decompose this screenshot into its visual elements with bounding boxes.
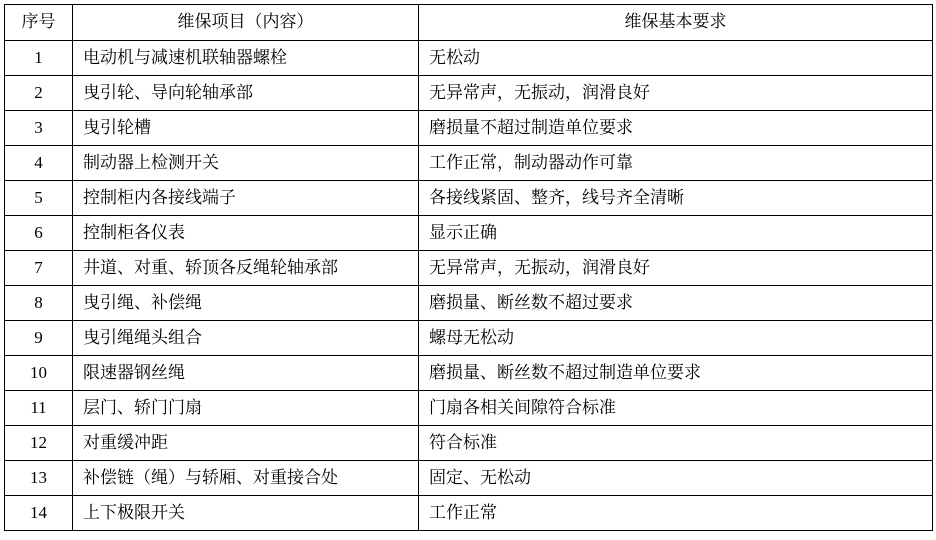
table-row bbox=[5, 111, 933, 146]
row-no: 1 bbox=[5, 41, 73, 76]
row-requirement: 工作正常 bbox=[419, 496, 933, 531]
table-row bbox=[5, 391, 933, 426]
row-requirement: 符合标准 bbox=[419, 426, 933, 461]
row-requirement: 各接线紧固、整齐，线号齐全清晰 bbox=[419, 181, 933, 216]
row-item: 曳引绳、补偿绳 bbox=[73, 286, 419, 321]
row-item: 制动器上检测开关 bbox=[73, 146, 419, 181]
row-no: 4 bbox=[5, 146, 73, 181]
row-no: 8 bbox=[5, 286, 73, 321]
header-no: 序号 bbox=[5, 5, 73, 41]
row-requirement: 固定、无松动 bbox=[419, 461, 933, 496]
header-row bbox=[5, 5, 933, 41]
header-requirement: 维保基本要求 bbox=[419, 5, 933, 41]
table-row bbox=[5, 41, 933, 76]
row-no: 3 bbox=[5, 111, 73, 146]
row-no: 11 bbox=[5, 391, 73, 426]
row-item: 井道、对重、轿顶各反绳轮轴承部 bbox=[73, 251, 419, 286]
row-requirement: 螺母无松动 bbox=[419, 321, 933, 356]
row-no: 7 bbox=[5, 251, 73, 286]
row-no: 9 bbox=[5, 321, 73, 356]
table-header bbox=[5, 5, 933, 41]
row-item: 曳引绳绳头组合 bbox=[73, 321, 419, 356]
row-no: 13 bbox=[5, 461, 73, 496]
row-item: 限速器钢丝绳 bbox=[73, 356, 419, 391]
row-requirement: 磨损量、断丝数不超过要求 bbox=[419, 286, 933, 321]
row-requirement: 显示正确 bbox=[419, 216, 933, 251]
row-no: 14 bbox=[5, 496, 73, 531]
row-no: 5 bbox=[5, 181, 73, 216]
row-requirement: 无松动 bbox=[419, 41, 933, 76]
table-row bbox=[5, 286, 933, 321]
row-item: 曳引轮槽 bbox=[73, 111, 419, 146]
table-row bbox=[5, 496, 933, 531]
row-no: 10 bbox=[5, 356, 73, 391]
maintenance-table bbox=[4, 4, 933, 531]
row-no: 12 bbox=[5, 426, 73, 461]
row-item: 对重缓冲距 bbox=[73, 426, 419, 461]
row-requirement: 无异常声，无振动，润滑良好 bbox=[419, 76, 933, 111]
table-row bbox=[5, 146, 933, 181]
table-row bbox=[5, 251, 933, 286]
row-item: 上下极限开关 bbox=[73, 496, 419, 531]
table-row bbox=[5, 76, 933, 111]
table-row bbox=[5, 181, 933, 216]
row-no: 2 bbox=[5, 76, 73, 111]
row-no: 6 bbox=[5, 216, 73, 251]
table-row bbox=[5, 356, 933, 391]
row-item: 电动机与减速机联轴器螺栓 bbox=[73, 41, 419, 76]
table-row bbox=[5, 216, 933, 251]
table-row bbox=[5, 461, 933, 496]
row-requirement: 门扇各相关间隙符合标准 bbox=[419, 391, 933, 426]
row-item: 控制柜各仪表 bbox=[73, 216, 419, 251]
row-item: 控制柜内各接线端子 bbox=[73, 181, 419, 216]
row-item: 曳引轮、导向轮轴承部 bbox=[73, 76, 419, 111]
row-requirement: 磨损量不超过制造单位要求 bbox=[419, 111, 933, 146]
row-requirement: 磨损量、断丝数不超过制造单位要求 bbox=[419, 356, 933, 391]
table-row bbox=[5, 321, 933, 356]
row-item: 层门、轿门门扇 bbox=[73, 391, 419, 426]
table-body bbox=[5, 41, 933, 531]
table-row bbox=[5, 426, 933, 461]
row-requirement: 工作正常，制动器动作可靠 bbox=[419, 146, 933, 181]
header-item: 维保项目（内容） bbox=[73, 5, 419, 41]
row-item: 补偿链（绳）与轿厢、对重接合处 bbox=[73, 461, 419, 496]
row-requirement: 无异常声，无振动，润滑良好 bbox=[419, 251, 933, 286]
